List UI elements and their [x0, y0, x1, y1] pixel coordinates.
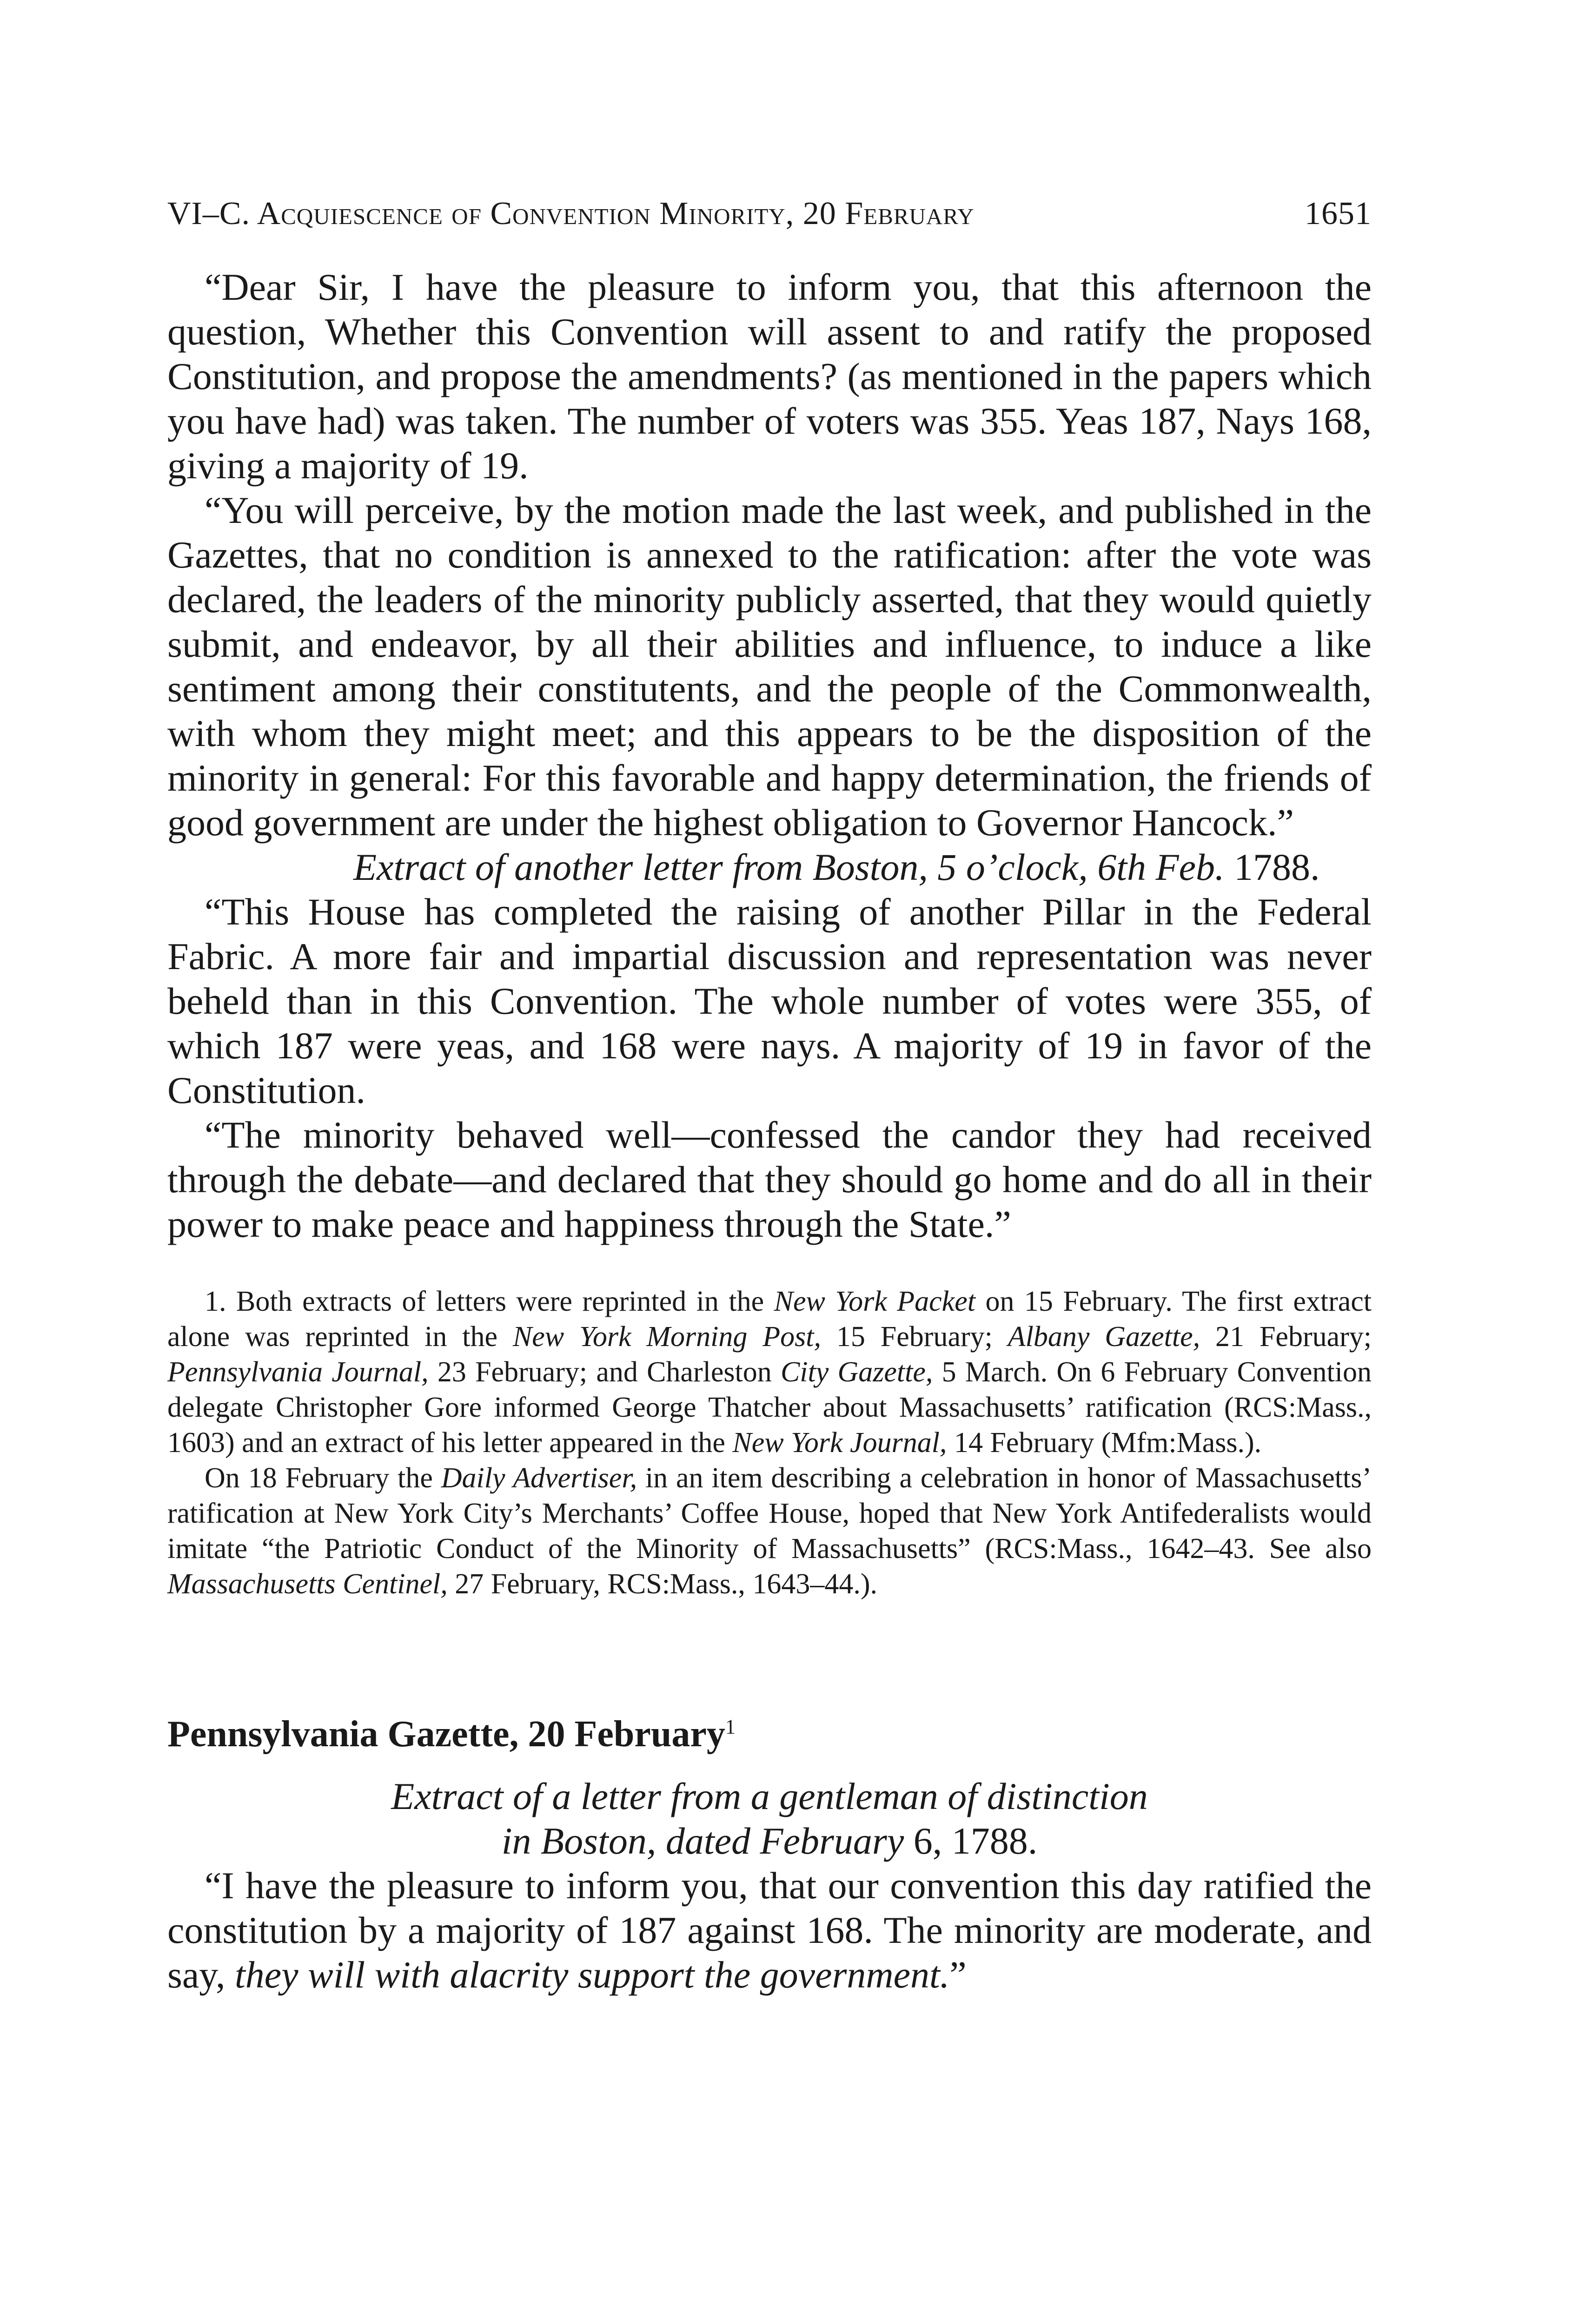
- extract-caption-line2: in Boston, dated February 6, 1788.: [501, 1820, 1038, 1862]
- dateline-year: 1788.: [1224, 846, 1320, 888]
- footnote-2: On 18 February the Daily Advertiser, in an item describing a celebration in honor of Massachusetts’ ratification at New York City’s Merchants’ Coffee House, hoped that New York Antifederalists would imitate “the Patriotic Conduct of the Minority of Massachusetts” (RCS:Mass., 1642–43. See also Massachusetts Centinel, 27 February, RCS:Mass., 1643–44.).: [167, 1462, 1372, 1600]
- running-head-title: VI–C. Acquiescence of Convention Minority, 20 February: [167, 196, 975, 231]
- footnote-1: 1. Both extracts of letters were reprinted in the New York Packet on 15 February. The first extract alone was reprinted in the New York Morning Post, 15 February; Albany Gazette, 21 February; Pennsylvania Journal, 23 February; and Charleston City Gazette, 5 March. On 6 February Convention delegate Christopher Gore informed George Thatcher about Massachusetts’ ratification (RCS:Mass., 1603) and an extract of his letter appeared in the New York Journal, 14 February (Mfm:Mass.).: [167, 1286, 1372, 1459]
- extract-caption: Extract of a letter from a gentleman of distinction: [391, 1775, 1148, 1817]
- paragraph: “Dear Sir, I have the pleasure to inform you, that this afternoon the question, Whether this Convention will assent to and ratify the proposed Constitution, and propose the amendments? (as mentioned in the papers which you have had) was taken. The number of voters was 355. Yeas 187, Nays 168, giving a majority of 19.: [167, 266, 1372, 487]
- footnote-ref: 1: [725, 1715, 736, 1738]
- dateline-text-end: th Feb.: [1116, 846, 1225, 888]
- dateline: [167, 845, 1372, 890]
- paragraph: “The minority behaved well—confessed the candor they had received through the debate—and declared that they should go home and do all in their power to make peace and happiness through the State.”: [167, 1114, 1372, 1245]
- running-head: [167, 195, 1372, 232]
- page-number: 1651: [1305, 196, 1372, 231]
- footnotes: [167, 1284, 1372, 1602]
- paragraph: “This House has completed the raising of another Pillar in the Federal Fabric. A more fair and impartial discussion and representation was never beheld than in this Convention. The whole number of votes were 355, of which 187 were yeas, and 168 were nays. A majority of 19 in favor of the Constitution.: [167, 891, 1372, 1111]
- document-page: [167, 195, 1372, 1997]
- dateline-text: Extract of another letter from Boston, 5 o’clock, 6: [353, 846, 1117, 888]
- paragraph: “I have the pleasure to inform you, that our convention this day ratified the constitution by a majority of 187 against 168. The minority are moderate, and say, they will with alacrity support the government.”: [167, 1864, 1372, 1996]
- letter-body: [167, 265, 1372, 1247]
- final-letter: [167, 1863, 1372, 1997]
- document-heading: Pennsylvania Gazette, 20 February$^1$: [167, 1714, 736, 1755]
- paragraph: “You will perceive, by the motion made the last week, and published in the Gazettes, that no condition is annexed to the ratification: after the vote was declared, the leaders of the minority publicly asserted, that they would quietly submit, and endeavor, by all their abilities and influence, to induce a like sentiment among their constitutents, and the people of the Commonwealth, with whom they might meet; and this appears to be the disposition of the minority in general: For this favorable and happy determination, the friends of good government are under the highest obligation to Governor Hancock.”: [167, 489, 1372, 844]
